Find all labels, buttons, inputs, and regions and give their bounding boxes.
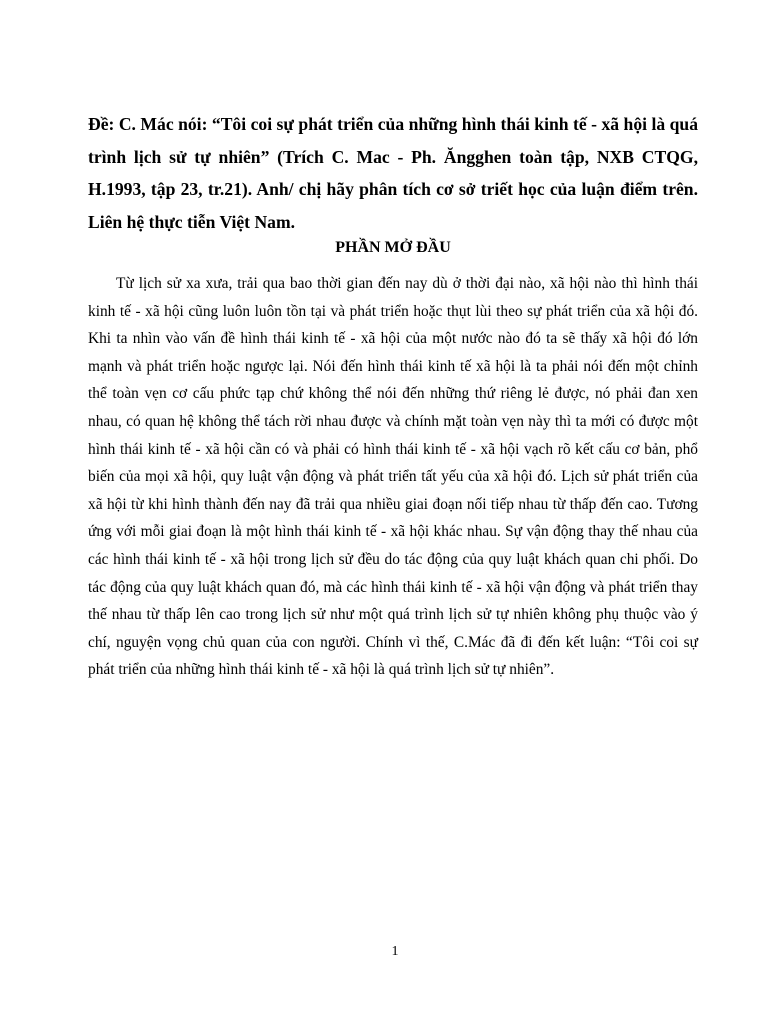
page-number: 1 (391, 944, 399, 959)
essay-question: Đề: C. Mác nói: “Tôi coi sự phát triển của những hình thái kinh tế - xã hội là quá trình lịch sử tự nhiên” (Trích C. Mac - Ph. Ăngghen toàn tập, NXB CTQG, H.1993, tập 23, tr.21). Anh/ chị hãy phân tích cơ sở triết học của luận điểm trên. Liên hệ thực tiễn Việt Nam. (88, 114, 698, 232)
section-heading: PHẦN MỞ ĐẦU (335, 239, 451, 256)
intro-paragraph: Từ lịch sử xa xưa, trải qua bao thời gian đến nay dù ở thời đại nào, xã hội nào thì hình thái kinh tế - xã hội cũng luôn luôn tồn tại và phát triển hoặc thụt lùi theo sự phát triển của xã hội đó. Khi ta nhìn vào vấn đề hình thái kinh tế - xã hội của một nước nào đó ta sẽ thấy xã hội đó lớn mạnh và phát triển hoặc ngược lại. Nói đến hình thái kinh tế xã hội là ta phải nói đến một chỉnh thể toàn vẹn cơ cấu phức tạp chứ không thể nói đến những thứ riêng lẻ được, nó phải đan xen nhau, có quan hệ không thể tách rời nhau được và chính mặt toàn vẹn này thì ta mới có được một hình thái kinh tế - xã hội cần có và phải có hình thái kinh tế - xã hội vạch rõ kết cấu cơ bản, phổ biến của mọi xã hội, quy luật vận động và phát triển tất yếu của xã hội đó. Lịch sử phát triển của xã hội từ khi hình thành đến nay đã trải qua nhiều giai đoạn nối tiếp nhau từ thấp đến cao. Tương ứng với mỗi giai đoạn là một hình thái kinh tế - xã hội khác nhau. Sự vận động thay thế nhau của các hình thái kinh tế - xã hội trong lịch sử đều do tác động của quy luật khách quan chi phối. Do tác động của quy luật khách quan đó, mà các hình thái kinh tế - xã hội vận động và phát triển thay thế nhau từ thấp lên cao trong lịch sử như một quá trình lịch sử tự nhiên không phụ thuộc vào ý chí, nguyện vọng chủ quan của con người. Chính vì thế, C.Mác đã đi đến kết luận: “Tôi coi sự phát triển của những hình thái kinh tế - xã hội là quá trình lịch sử tự nhiên”. (88, 275, 698, 679)
